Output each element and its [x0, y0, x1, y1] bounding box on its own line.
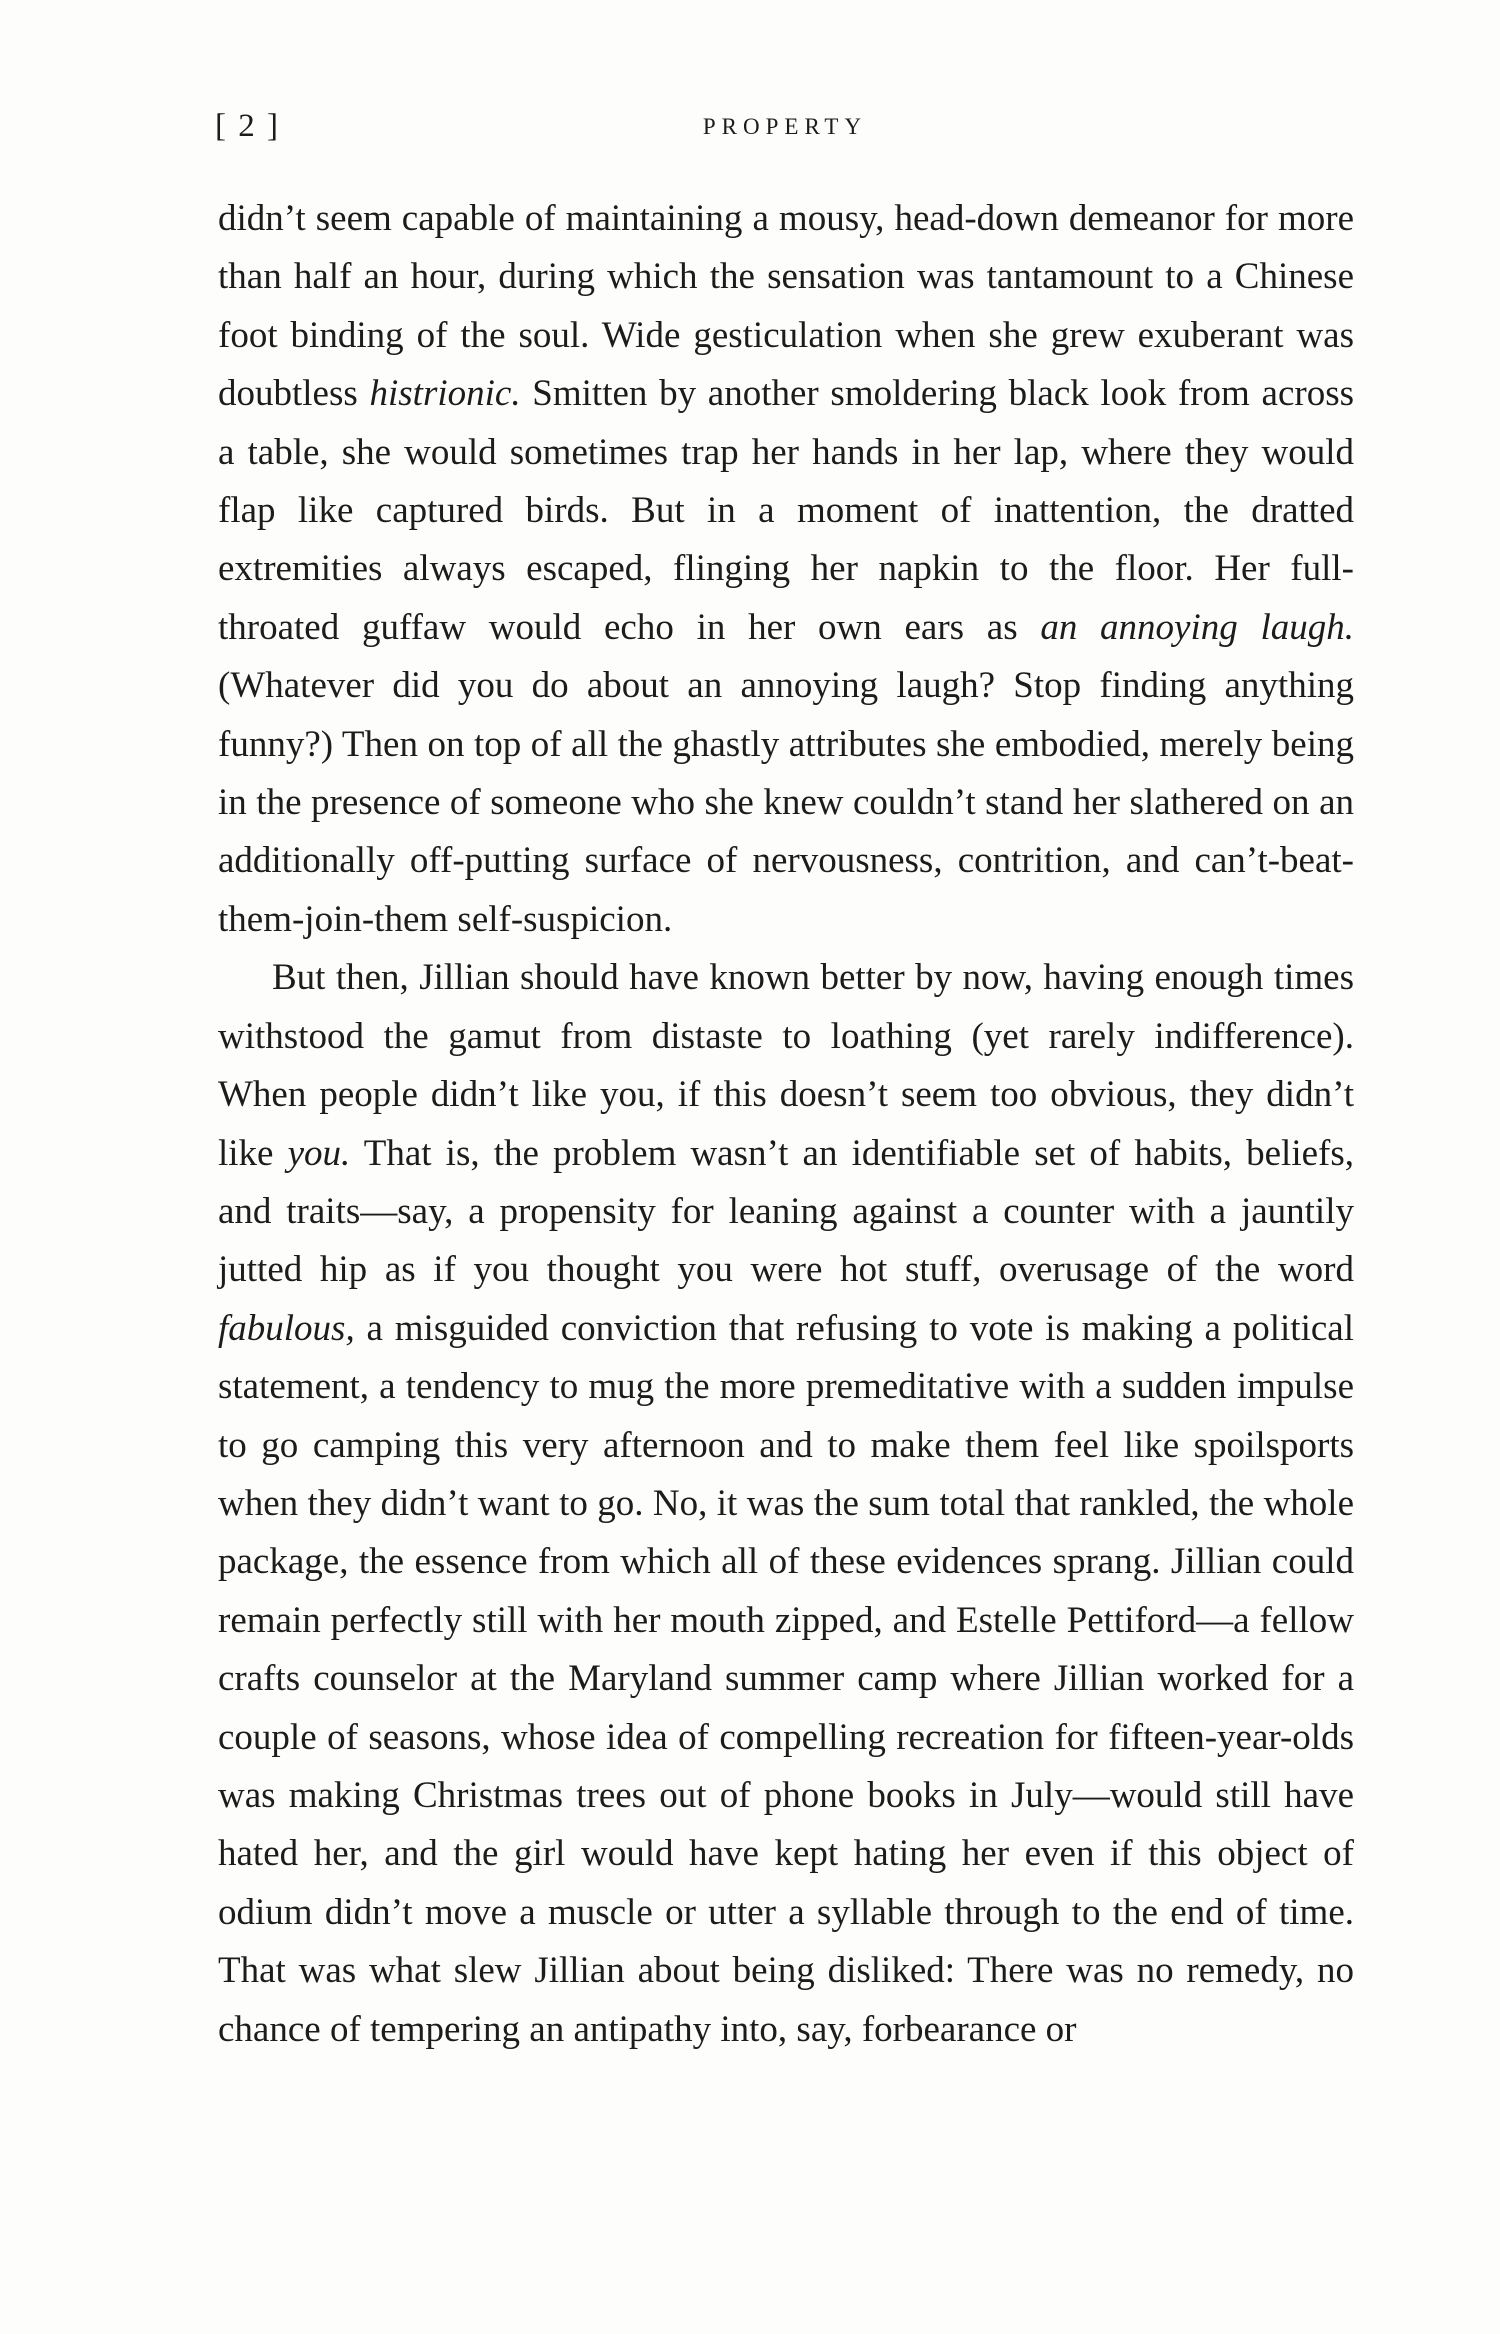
text-run: didn’t seem capable of maintaining a mousy, head-down demeanor for more than half an hour, during which the sensation was tantamount to a Chinese foot binding of the soul. Wide gesticulation when she grew exuberant was doubtless	[218, 198, 1354, 415]
text-run: (Whatever did you do about an annoying laugh? Stop finding anything funny?) Then on top of all the ghastly attributes she embodied, merely being in the presence of someone who she knew couldn’t stand her slathered on an additionally off-putting surface of nervousness, contrition, and can’t-beat-them-join-them self-suspicion.	[218, 665, 1354, 940]
emphasis: fabulous,	[218, 1307, 355, 1349]
emphasis: an annoying laugh.	[1040, 606, 1354, 648]
running-head: PROPERTY	[702, 114, 868, 139]
body-text	[218, 190, 1354, 2059]
emphasis: histrionic.	[369, 373, 521, 415]
page-number: [ 2 ]	[215, 108, 280, 144]
text-run: But then, Jillian should have known better by now, having enough times withstood the gamut from distaste to loathing (yet rarely indifference). When people didn’t like you, if this doesn’t seem too obvious, they didn’t like	[218, 957, 1354, 1174]
page-header	[215, 108, 1355, 148]
emphasis: you.	[287, 1132, 351, 1174]
text-run: a misguided conviction that refusing to vote is making a political statement, a tendency to mug the more premeditative with a sudden impulse to go camping this very afternoon and to make them feel like spoilsports when they didn’t want to go. No, it was the sum total that rankled, the whole package, the essence from which all of these evidences sprang. Jillian could remain perfectly still with her mouth zipped, and Estelle Pettiford—a fellow crafts counselor at the Maryland summer camp where Jillian worked for a couple of seasons, whose idea of compelling recreation for fifteen-year-olds was making Christmas trees out of phone books in July—would still have hated her, and the girl would have kept hating her even if this object of odium didn’t move a muscle or utter a syllable through to the end of time. That was what slew Jillian about being disliked: There was no remedy, no chance of tempering an antipathy into, say, forbearance or	[218, 1307, 1354, 2050]
text-run: That is, the problem wasn’t an identifiable set of habits, beliefs, and traits—say, a propensity for leaning against a counter with a jauntily jutted hip as if you thought you were hot stuff, overusage of the word	[218, 1132, 1354, 1291]
text-run: Smitten by another smoldering black look from across a table, she would sometimes trap her hands in her lap, where they would flap like captured birds. But in a moment of inattention, the dratted extremities always escaped, flinging her napkin to the floor. Her full-throated guffaw would echo in her own ears as	[218, 373, 1354, 648]
paragraph	[218, 949, 1354, 2059]
paragraph	[218, 190, 1354, 949]
